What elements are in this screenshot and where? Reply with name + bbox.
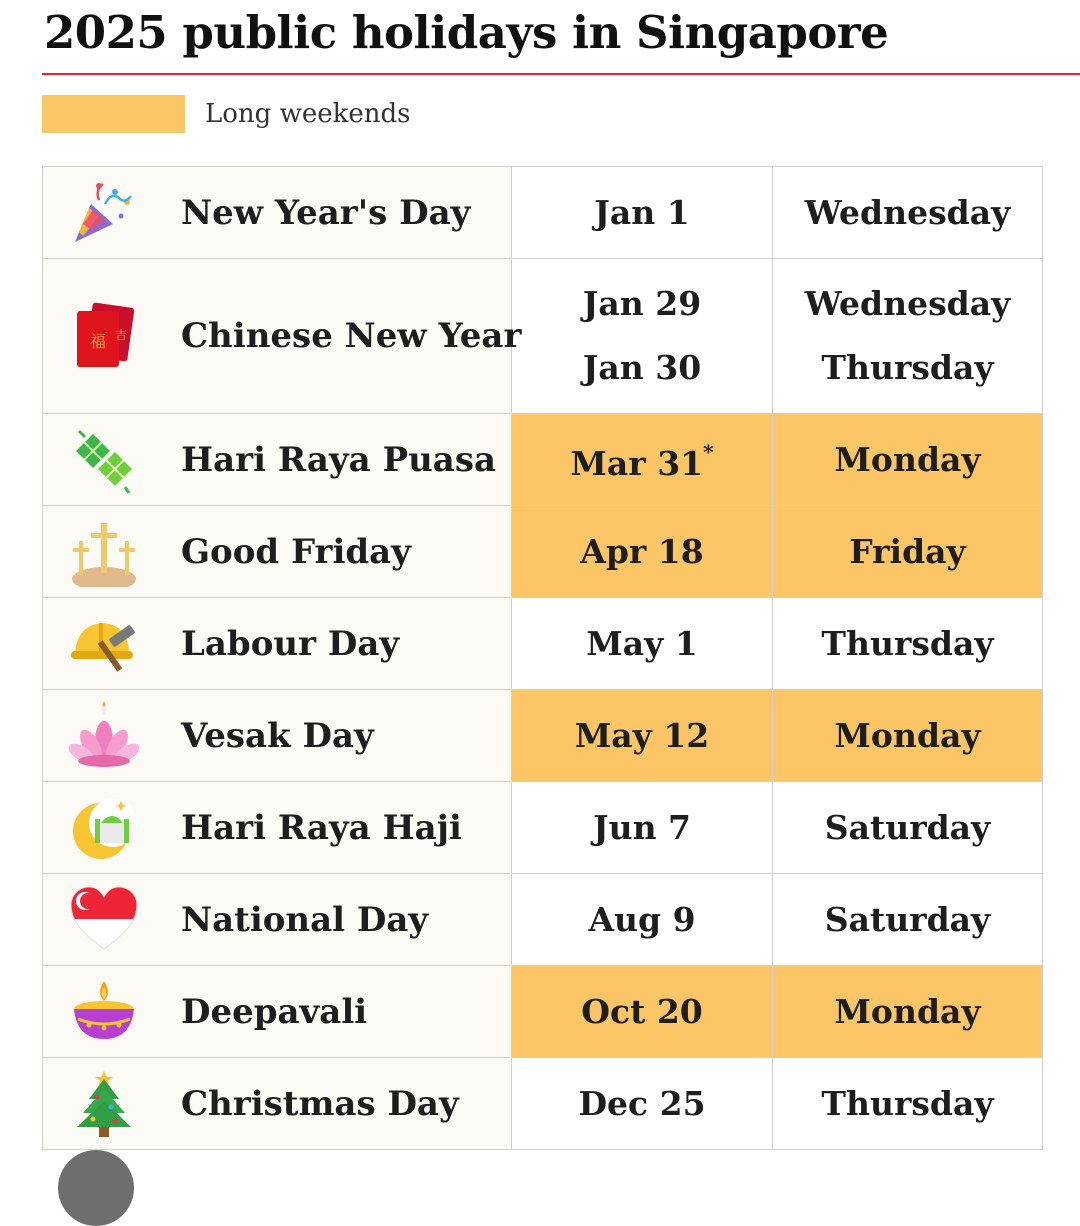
holiday-date (512, 980, 772, 1044)
holiday-date (512, 888, 772, 952)
diya-lamp-icon (69, 977, 139, 1047)
holiday-row (43, 874, 1043, 966)
holiday-date-cell (512, 598, 773, 690)
holiday-day-cell (773, 782, 1043, 874)
holiday-name: Chinese New Year (181, 316, 522, 356)
party-popper-icon (69, 178, 139, 248)
holiday-date-cell (512, 167, 773, 259)
holiday-date-cell (512, 506, 773, 598)
legend-label: Long weekends (205, 99, 411, 129)
holiday-day-cell (773, 690, 1043, 782)
holiday-day-cell (773, 167, 1043, 259)
holiday-name-cell (43, 966, 512, 1058)
holiday-date-cell (512, 1058, 773, 1150)
holiday-name-cell (43, 506, 512, 598)
holiday-day-cell (773, 506, 1043, 598)
holiday-date (512, 520, 772, 584)
holiday-date (512, 612, 772, 676)
holiday-weekday: Wednesday (804, 192, 1011, 232)
footnote-asterisk: * (703, 439, 714, 464)
red-packet-icon (69, 301, 139, 371)
holiday-name: Deepavali (181, 991, 368, 1032)
holiday-row (43, 782, 1043, 874)
holiday-date-value: Dec 25 (578, 1083, 706, 1123)
holiday-date-value: Apr 18 (580, 531, 704, 571)
crescent-mosque-icon (69, 793, 139, 863)
title-divider (42, 73, 1080, 75)
holiday-row (43, 1058, 1043, 1150)
holiday-weekday: Saturday (824, 899, 991, 939)
holiday-row (43, 167, 1043, 259)
holiday-date-value: Aug 9 (588, 899, 696, 939)
holiday-row (43, 966, 1043, 1058)
crosses-icon (69, 517, 139, 587)
svg-text:福: 福 (89, 332, 107, 351)
holiday-row (43, 506, 1043, 598)
holiday-name-cell (43, 782, 512, 874)
holiday-name-cell (43, 414, 512, 506)
holiday-name: Labour Day (181, 623, 400, 664)
svg-text:吉: 吉 (114, 328, 128, 342)
christmas-tree-icon (69, 1069, 139, 1139)
holiday-date-value: Jan 30 (582, 348, 702, 387)
holiday-weekday: Monday (834, 715, 981, 755)
holiday-name: Good Friday (181, 531, 411, 572)
holiday-name: Hari Raya Haji (181, 807, 462, 848)
holiday-name-cell (43, 167, 512, 259)
holiday-date-cell (512, 259, 773, 414)
holiday-day-cell (773, 1058, 1043, 1150)
holiday-date-value: Mar 31 (570, 443, 704, 483)
holiday-date (512, 796, 772, 860)
holiday-name: National Day (181, 899, 429, 940)
holiday-date-cell (512, 782, 773, 874)
partial-avatar (58, 1150, 134, 1226)
holiday-date-value: Jan 29 (582, 284, 702, 323)
holiday-name-cell (43, 1058, 512, 1150)
holiday-date-cell (512, 874, 773, 966)
holiday-name: Vesak Day (181, 715, 374, 756)
holiday-date-value: Jun 7 (592, 807, 692, 847)
holiday-row (43, 414, 1043, 506)
hard-hat-icon (69, 609, 139, 679)
holiday-weekday: Saturday (824, 807, 991, 847)
holiday-day-cell (773, 966, 1043, 1058)
holiday-name: Christmas Day (181, 1083, 459, 1124)
holiday-date (512, 272, 772, 336)
singapore-heart-icon (69, 885, 139, 955)
holiday-weekday: Monday (834, 439, 981, 479)
holiday-day-cell (773, 259, 1043, 414)
holiday-date-value: May 1 (586, 623, 698, 663)
holiday-day-cell (773, 414, 1043, 506)
holiday-name-cell (43, 874, 512, 966)
holiday-weekday: Thursday (821, 348, 994, 387)
holiday-date-value: Oct 20 (581, 991, 703, 1031)
holiday-day-cell (773, 598, 1043, 690)
holiday-name: New Year's Day (181, 192, 471, 233)
holiday-date-cell (512, 414, 773, 506)
holiday-weekday: Friday (849, 531, 966, 571)
holiday-row (43, 690, 1043, 782)
holiday-table (42, 166, 1043, 1150)
legend (42, 95, 410, 133)
ketupat-icon (69, 425, 139, 495)
holiday-weekday: Monday (834, 991, 981, 1031)
holiday-date (512, 424, 772, 496)
holiday-day-cell (773, 874, 1043, 966)
holiday-date-value: Jan 1 (594, 192, 690, 232)
holiday-name-cell (43, 690, 512, 782)
holiday-date-value: May 12 (574, 715, 710, 755)
holiday-date (512, 181, 772, 245)
holiday-date (512, 704, 772, 768)
holiday-date-cell (512, 966, 773, 1058)
legend-swatch (42, 95, 185, 133)
holiday-weekday: Thursday (821, 623, 994, 663)
page-title: 2025 public holidays in Singapore (44, 6, 889, 59)
holiday-date (512, 1072, 772, 1136)
holiday-weekday: Wednesday (804, 284, 1011, 323)
holiday-date-cell (512, 690, 773, 782)
holiday-name: Hari Raya Puasa (181, 439, 496, 480)
lotus-icon (69, 701, 139, 771)
holiday-weekday: Thursday (821, 1083, 994, 1123)
holiday-date (512, 336, 772, 400)
holiday-row (43, 598, 1043, 690)
holiday-name-cell (43, 259, 522, 414)
holiday-row (43, 259, 1043, 414)
holiday-name-cell (43, 598, 512, 690)
